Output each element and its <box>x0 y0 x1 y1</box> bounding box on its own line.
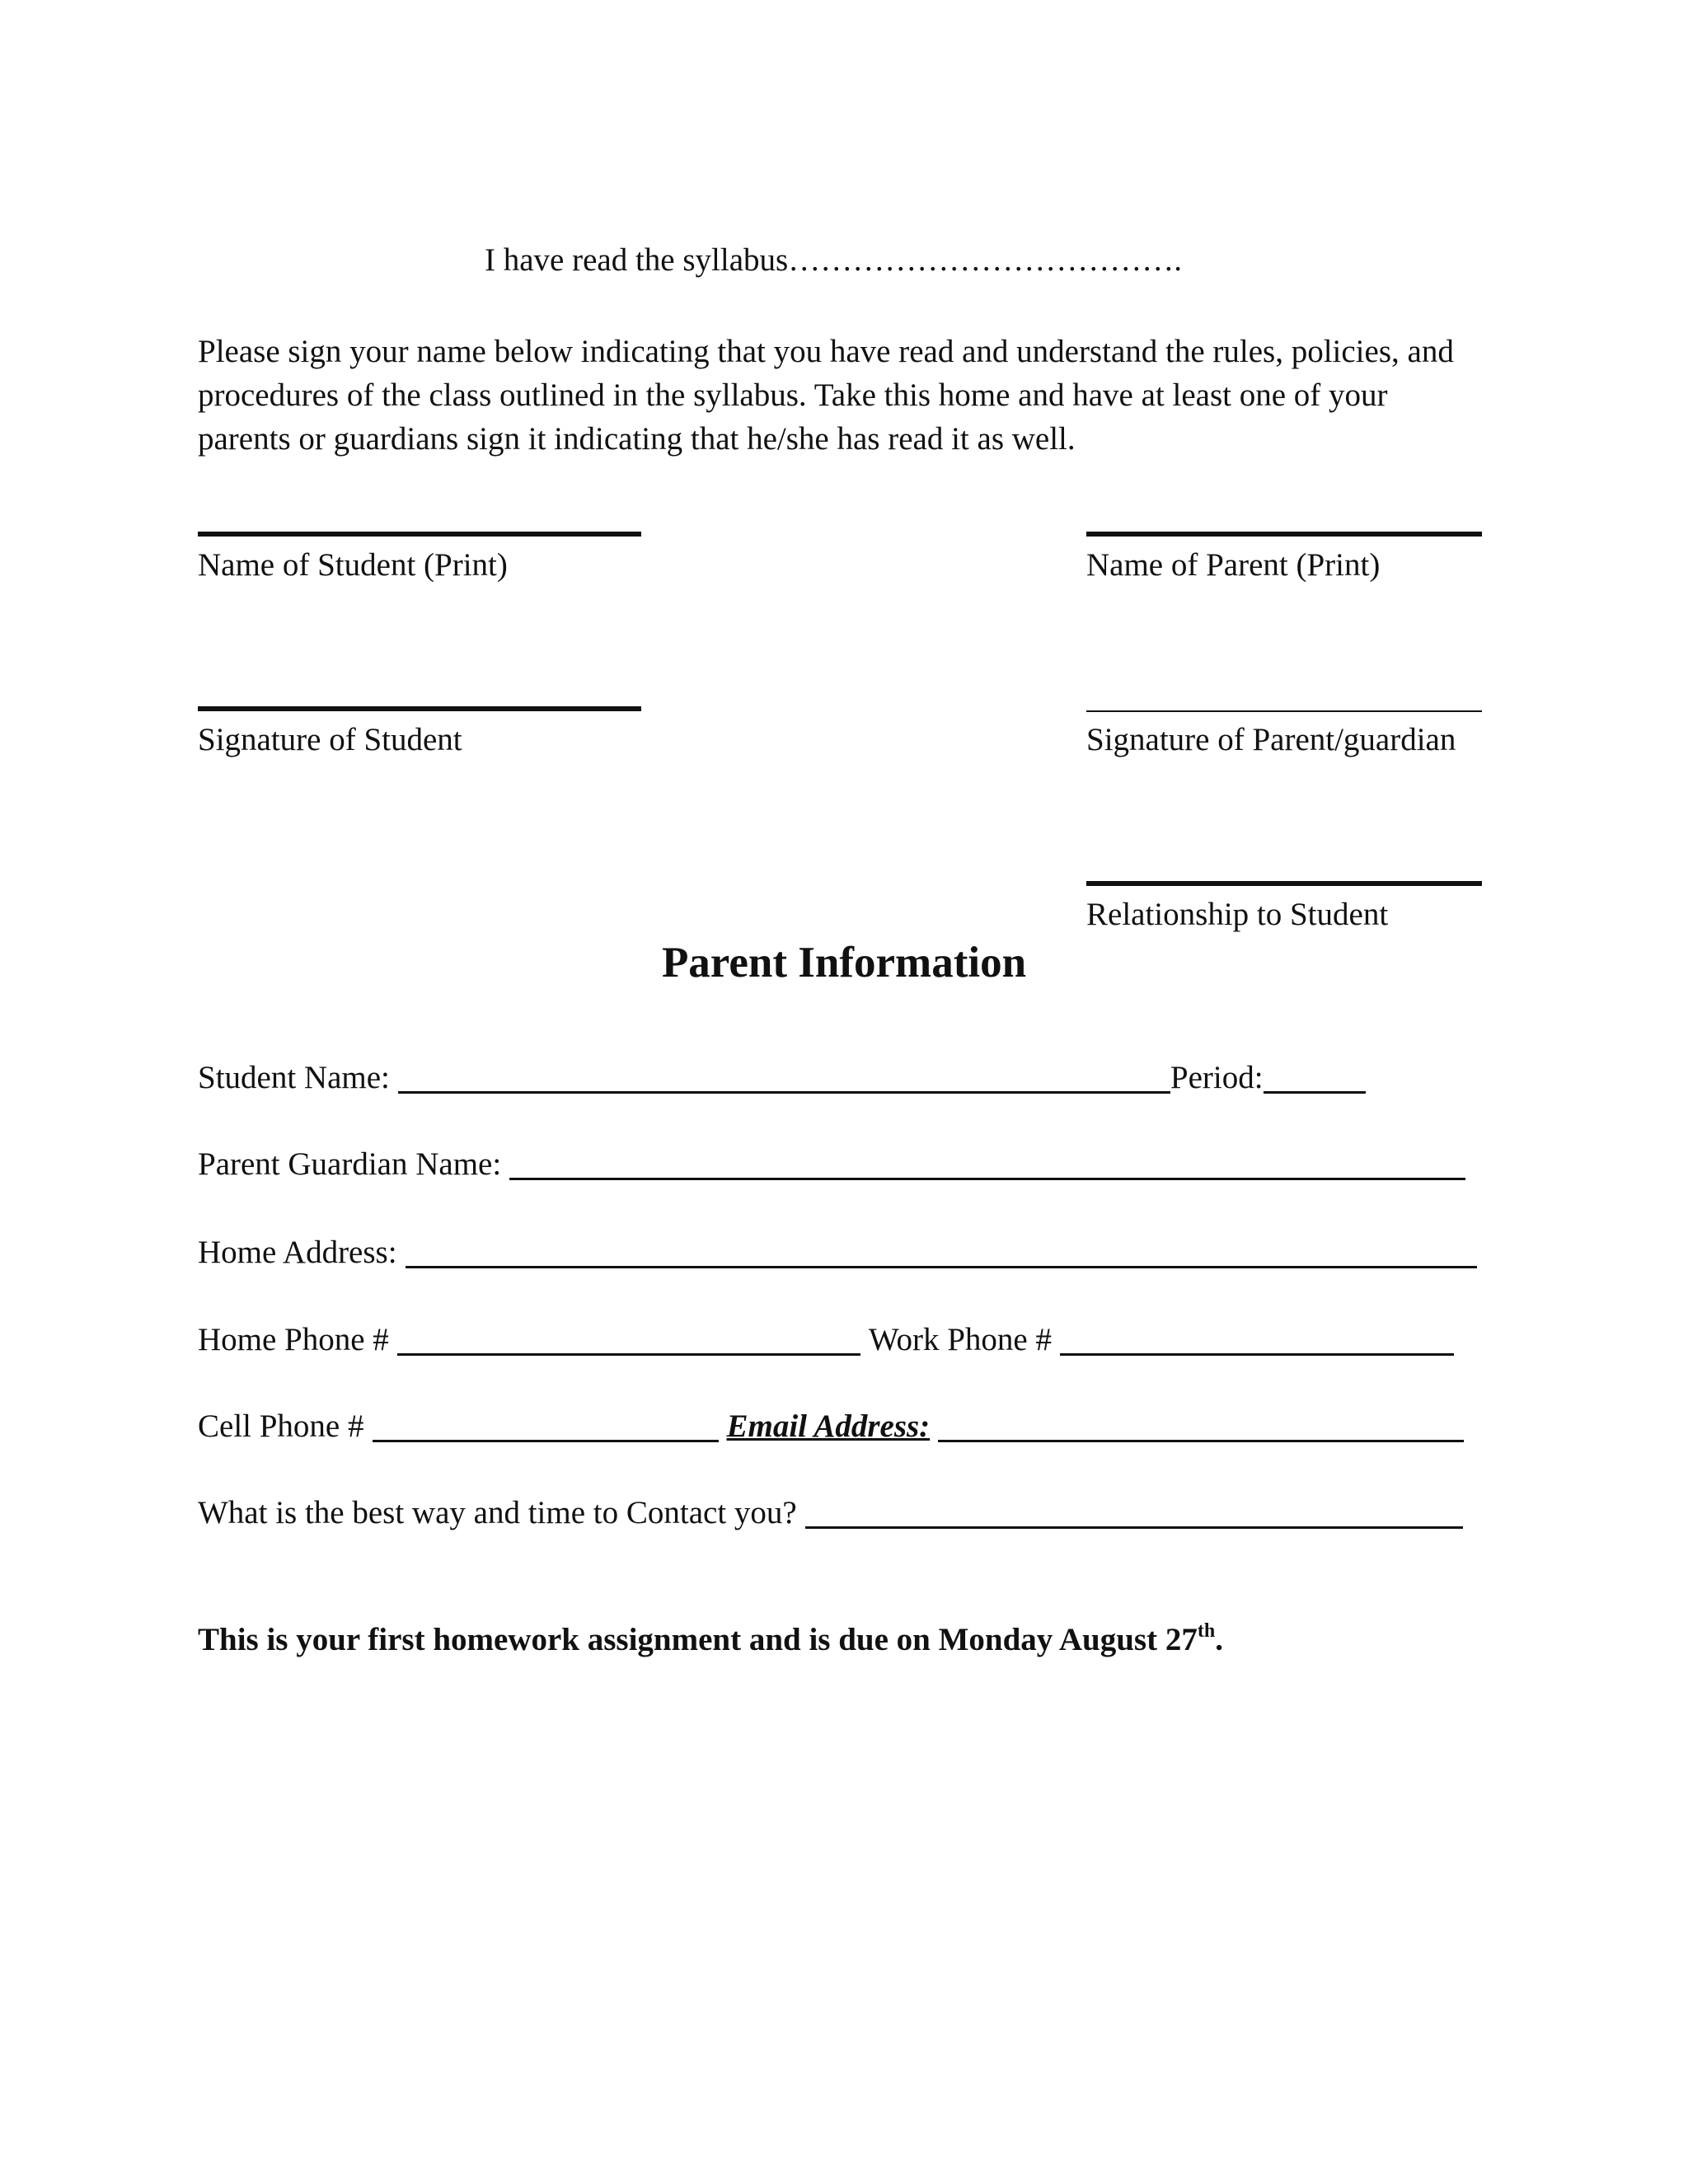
student-signature-line[interactable] <box>198 706 641 711</box>
contact-label: What is the best way and time to Contact you? <box>198 1495 797 1530</box>
homework-due-text: This is your first homework assignment and is due on Monday August 27 <box>198 1622 1198 1657</box>
home-address-row <box>198 1236 1477 1268</box>
student-name-label: Name of Student (Print) <box>198 547 508 583</box>
home-address-label: Home Address: <box>198 1235 397 1270</box>
period-input[interactable] <box>1264 1063 1366 1094</box>
homework-due-note <box>198 1620 1223 1657</box>
student-name-field-label: Student Name: <box>198 1060 390 1095</box>
cell-phone-label: Cell Phone # <box>198 1408 364 1444</box>
parent-information-title: Parent Information <box>661 939 1027 987</box>
cell-phone-input[interactable] <box>373 1412 719 1442</box>
parent-name-line[interactable] <box>1086 532 1482 537</box>
parent-name-label: Name of Parent (Print) <box>1086 547 1381 583</box>
instructions-paragraph: Please sign your name below indicating that you have read and understand the rules, policies, and procedures of the class outlined in the syllabus. Take this home and have at least one of your parents or guardians sign it indicating that he/she has read it as well. <box>198 334 1454 457</box>
student-name-line[interactable] <box>198 532 641 537</box>
work-phone-input[interactable] <box>1060 1325 1454 1356</box>
student-name-input[interactable] <box>398 1063 1170 1094</box>
syllabus-heading: I have read the syllabus………………………………. <box>485 242 1182 278</box>
email-address-label: Email Address: <box>726 1408 931 1444</box>
date-ordinal-suffix: th <box>1197 1620 1216 1642</box>
parent-signature-label: Signature of Parent/guardian <box>1086 722 1456 757</box>
parent-guardian-row <box>198 1148 1465 1180</box>
period-label: Period: <box>1170 1060 1264 1095</box>
cell-email-row <box>198 1410 1464 1442</box>
home-phone-label: Home Phone # <box>198 1322 389 1357</box>
parent-signature-line[interactable] <box>1086 710 1482 712</box>
relationship-label: Relationship to Student <box>1086 897 1389 932</box>
homework-due-period: . <box>1215 1622 1223 1657</box>
email-address-input[interactable] <box>938 1412 1464 1442</box>
student-name-field-row <box>198 1062 1366 1094</box>
work-phone-label: Work Phone # <box>868 1322 1052 1357</box>
home-phone-input[interactable] <box>397 1325 860 1356</box>
contact-input[interactable] <box>805 1498 1463 1529</box>
home-address-input[interactable] <box>406 1238 1477 1268</box>
parent-guardian-input[interactable] <box>509 1150 1465 1180</box>
contact-row <box>198 1497 1463 1529</box>
phone-row <box>198 1324 1454 1356</box>
parent-guardian-label: Parent Guardian Name: <box>198 1146 502 1182</box>
relationship-line[interactable] <box>1086 881 1482 886</box>
student-signature-label: Signature of Student <box>198 722 462 757</box>
